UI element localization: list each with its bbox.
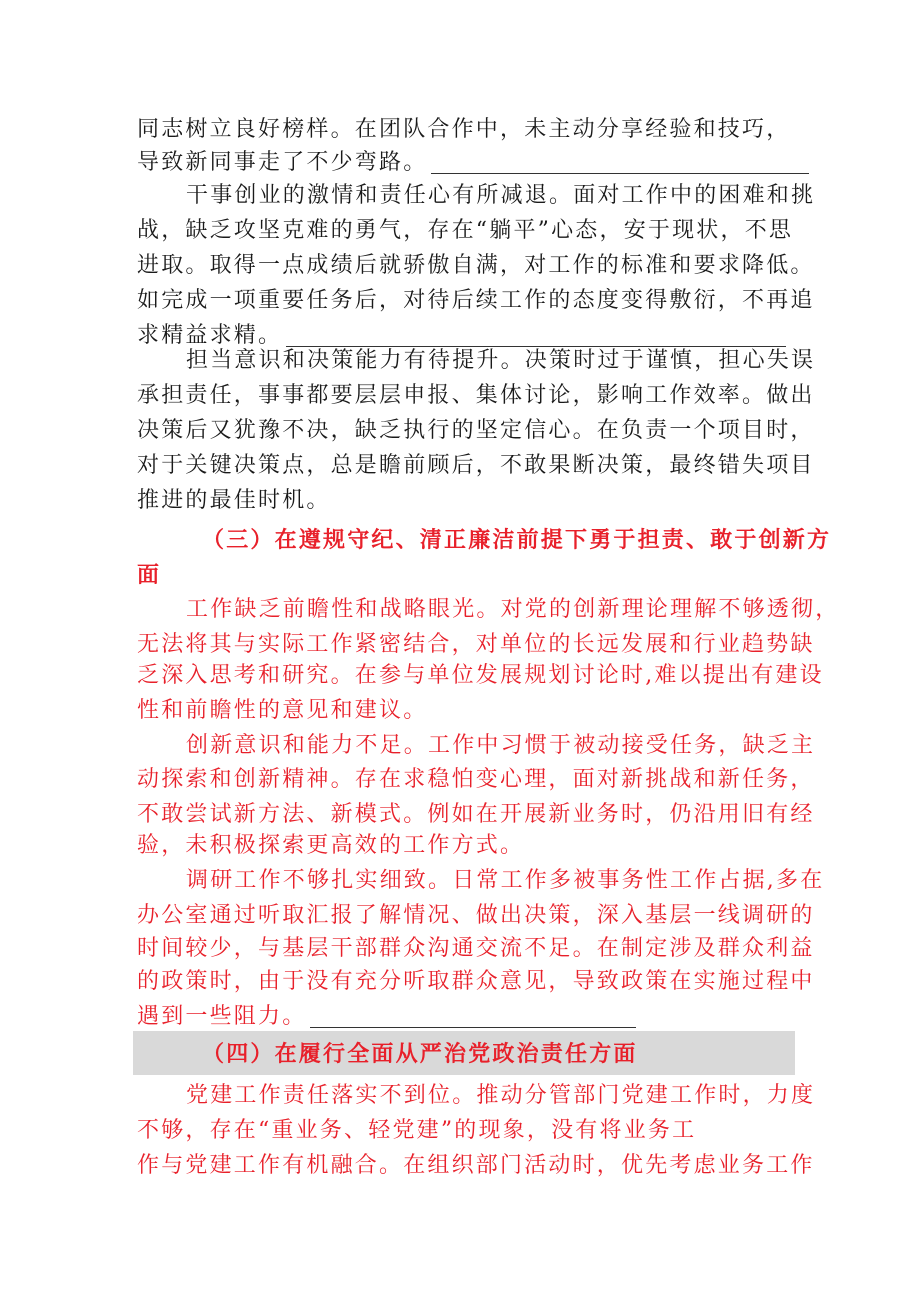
- text-line: 干事创业的激情和责任心有所减退。面对工作中的困难和挑: [186, 183, 816, 208]
- text-line: 进取。取得一点成绩后就骄傲自满，对工作的标准和要求降低。: [137, 253, 815, 278]
- text-line: 对于关键决策点，总是瞻前顾后，不敢果断决策，最终错失项目: [137, 453, 815, 478]
- text-line: 调研工作不够扎实细致。日常工作多被事务性工作占据,多在: [186, 868, 825, 893]
- text-line: 不敢尝试新方法、新模式。例如在开展新业务时，仍沿用旧有经: [137, 802, 815, 827]
- text-line: 性和前瞻性的意见和建议。: [137, 698, 428, 723]
- text-line: 决策后又犹豫不决，缺乏执行的坚定信心。在负责一个项目时，: [137, 418, 815, 443]
- text-line: 担当意识和决策能力有待提升。决策时过于谨慎，担心失误: [186, 348, 816, 373]
- text-line: 推进的最佳时机。: [137, 488, 331, 513]
- text-line: 办公室通过听取汇报了解情况、做出决策，深入基层一线调研的: [137, 903, 815, 928]
- text-line: 创新意识和能力不足。工作中习惯于被动接受任务，缺乏主: [186, 733, 816, 758]
- text-line: 承担责任，事事都要层层申报、集体讨论，影响工作效率。做出: [137, 383, 815, 408]
- text-line: 导致新同事走了不少弯路。: [137, 148, 809, 178]
- section-heading-3-cont: 面: [137, 562, 162, 588]
- text-line: 时间较少，与基层干部群众沟通交流不足。在制定涉及群众利益: [137, 936, 815, 961]
- text-line: 不够，存在“重业务、轻党建”的现象，没有将业务工: [137, 1118, 697, 1143]
- text-line: 作与党建工作有机融合。在组织部门活动时，优先考虑业务工作: [137, 1153, 815, 1178]
- text-line: 战，缺乏攻坚克难的勇气，存在“躺平”心态，安于现状，不思: [137, 218, 794, 243]
- text-line: 遇到一些阻力。: [137, 1002, 636, 1032]
- text-line: 工作缺乏前瞻性和战略眼光。对党的创新理论理解不够透彻，: [186, 597, 840, 622]
- text-line: 的政策时，由于没有充分听取群众意见，导致政策在实施过程中: [137, 969, 815, 994]
- fill-underline: [310, 1027, 636, 1028]
- text-line: 求精益求精。: [137, 321, 786, 351]
- section-heading-3: （三）在遵规守纪、清正廉洁前提下勇于担责、敢于创新方: [202, 527, 832, 553]
- text-line: 如完成一项重要任务后，对待后续工作的态度变得敷衍，不再追: [137, 288, 815, 313]
- text-line: 无法将其与实际工作紧密结合，对单位的长远发展和行业趋势缺: [137, 632, 815, 657]
- text-line: 验，未积极探索更高效的工作方式。: [137, 833, 525, 858]
- section-heading-4: （四）在履行全面从严治党政治责任方面: [202, 1041, 638, 1067]
- text-line: 同志树立良好榜样。在团队合作中，未主动分享经验和技巧，: [137, 117, 791, 142]
- text-line: 乏深入思考和研究。在参与单位发展规划讨论时,难以提出有建设: [137, 663, 824, 688]
- fill-underline: [431, 173, 809, 174]
- text-line: 党建工作责任落实不到位。推动分管部门党建工作时，力度: [186, 1083, 816, 1108]
- text-line: 动探索和创新精神。存在求稳怕变心理，面对新挑战和新任务，: [137, 767, 815, 792]
